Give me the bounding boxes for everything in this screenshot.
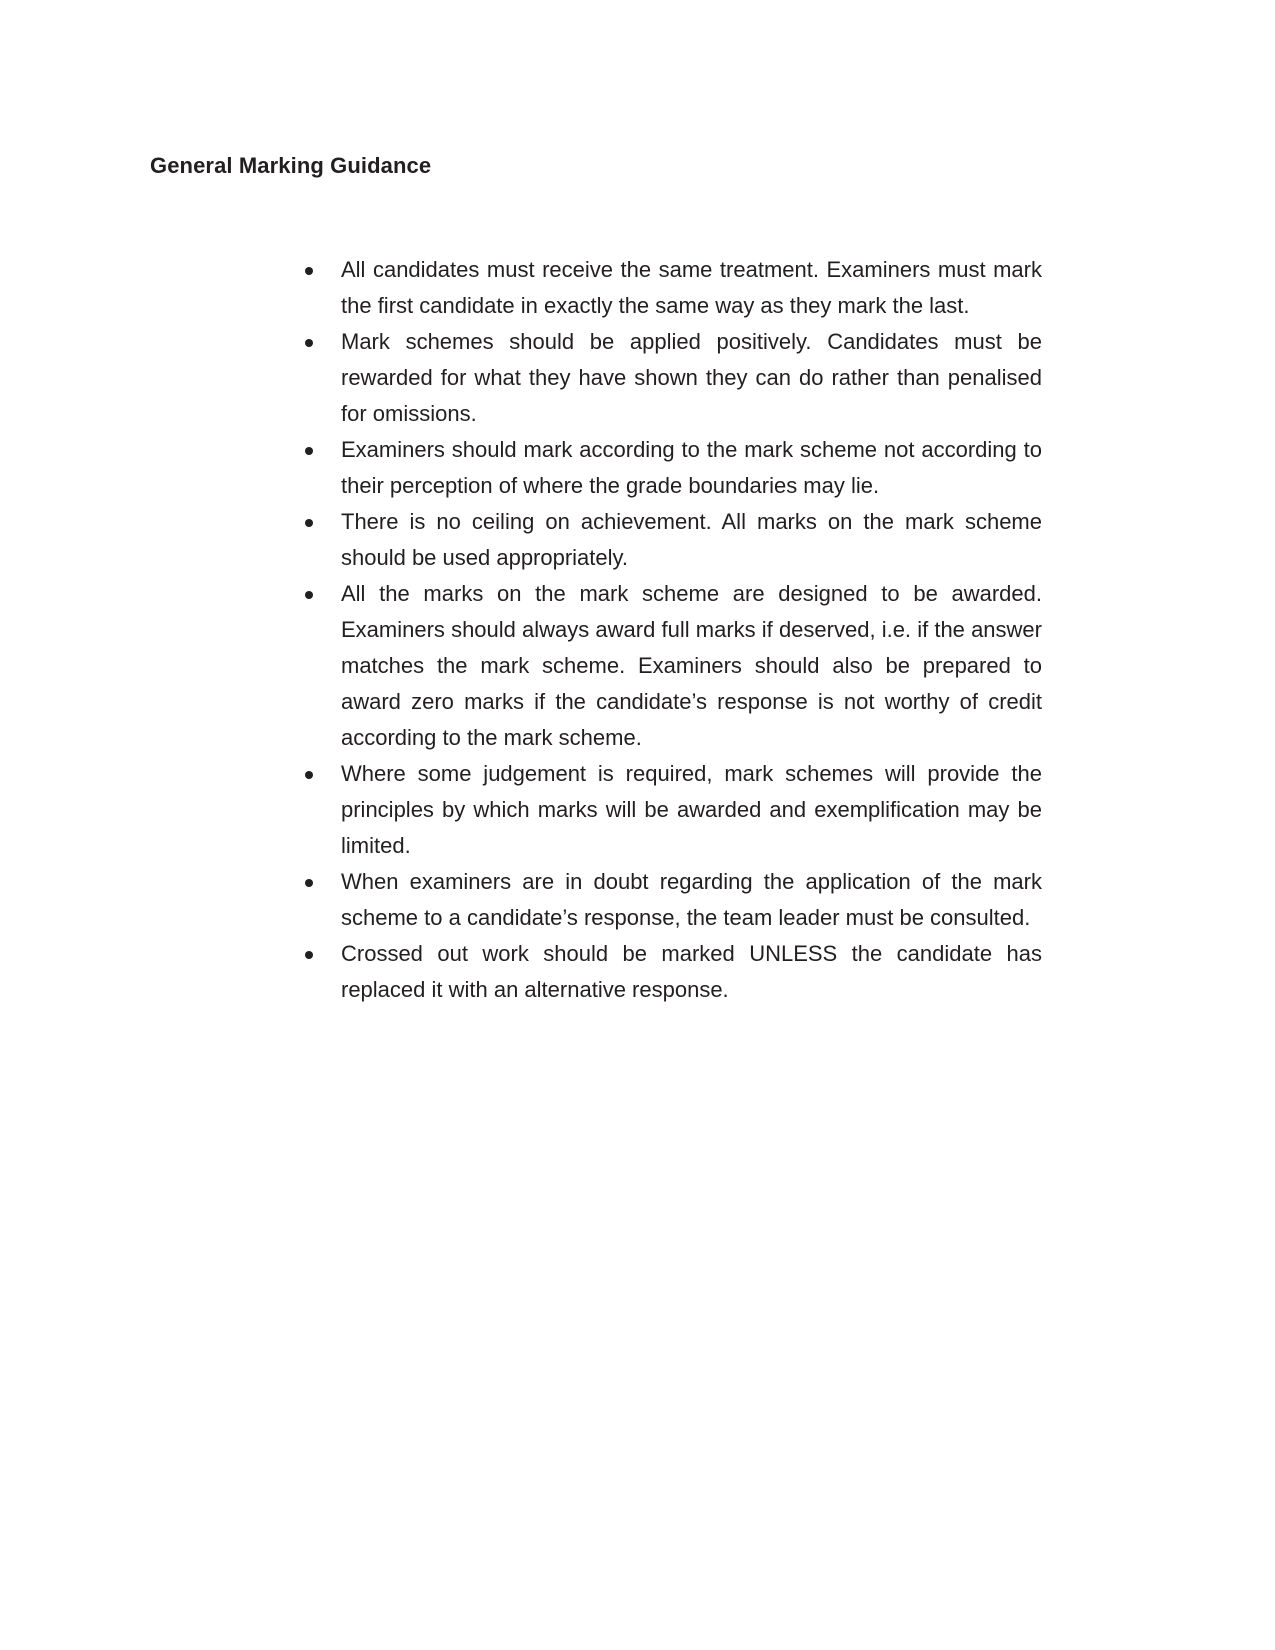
page-title: General Marking Guidance: [150, 153, 432, 178]
list-item-text: There is no ceiling on achievement. All marks on the mark scheme should be used appropriately.: [341, 509, 1042, 570]
list-item: [302, 864, 1042, 936]
list-item: [302, 252, 1042, 324]
list-item-text: Crossed out work should be marked UNLESS the candidate has replaced it with an alternative response.: [341, 941, 1042, 1002]
list-item: [302, 756, 1042, 864]
guidance-list: [302, 252, 1042, 1008]
list-item-text: Examiners should mark according to the mark scheme not according to their perception of where the grade boundaries may lie.: [341, 437, 1042, 498]
bullet-icon: [305, 339, 313, 347]
bullet-icon: [305, 771, 313, 779]
bullet-icon: [305, 879, 313, 887]
bullet-icon: [305, 447, 313, 455]
list-item-text: Where some judgement is required, mark schemes will provide the principles by which marks will be awarded and exemplification may be limited.: [341, 761, 1042, 858]
bullet-icon: [305, 519, 313, 527]
list-item-text: All the marks on the mark scheme are designed to be awarded. Examiners should always award full marks if deserved, i.e. if the answer matches the mark scheme. Examiners should also be prepared to award zero marks if the candidate’s response is not worthy of credit according to the mark scheme.: [341, 581, 1042, 750]
list-item: [302, 504, 1042, 576]
list-item: [302, 576, 1042, 756]
list-item-text: All candidates must receive the same treatment. Examiners must mark the first candidate in exactly the same way as they mark the last.: [341, 257, 1042, 318]
list-item: [302, 432, 1042, 504]
list-item-text: Mark schemes should be applied positively. Candidates must be rewarded for what they have shown they can do rather than penalised for omissions.: [341, 329, 1042, 426]
list-item-text: When examiners are in doubt regarding the application of the mark scheme to a candidate’s response, the team leader must be consulted.: [341, 869, 1042, 930]
bullet-icon: [305, 591, 313, 599]
list-item: [302, 936, 1042, 1008]
list-item: [302, 324, 1042, 432]
bullet-icon: [305, 951, 313, 959]
bullet-icon: [305, 267, 313, 275]
